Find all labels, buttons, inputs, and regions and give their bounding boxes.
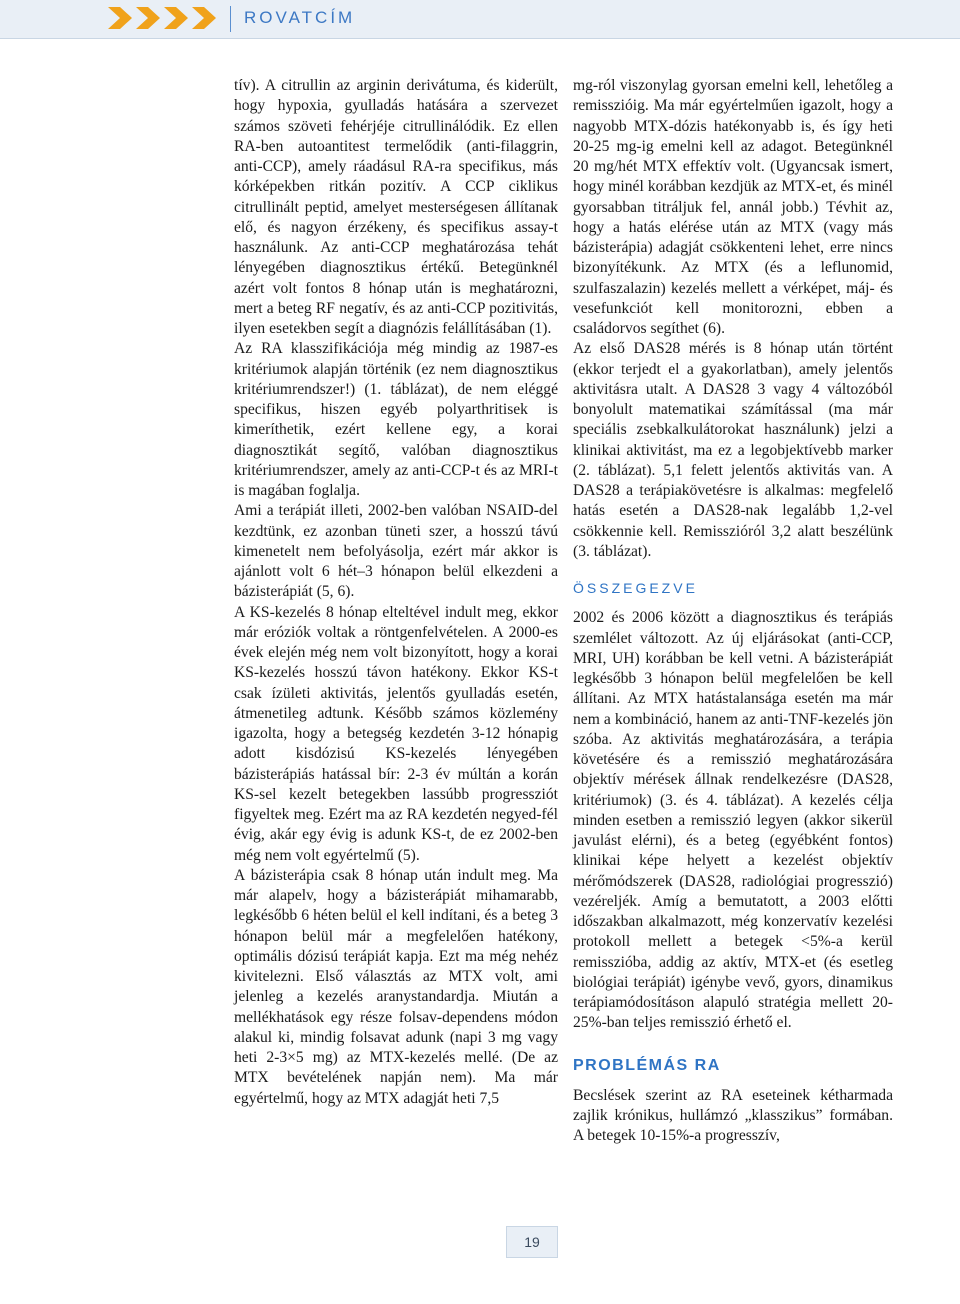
paragraph: mg-ról viszonylag gyorsan emelni kell, lehetőleg a remisszióig. Ma már egyértelműen igazolt, hogy a nagyobb MTX-dózis hatékonyabb is, és így heti 20-25 mg-ig emelni kell az adagot. Betegünknél 20 mg/hét MTX effektív volt. (Ugyancsak ismert, hogy minél korábban kezdjük az MTX-et, és minél gyorsabban titráljuk fel, annál jobb.) Tévhit az, hogy a hatás elérése után az MTX (vagy más bázisterápia) adagját csökkenteni lehet, erre nincs bizonyítékunk. Az MTX (és a leflunomid, szulfaszalazin) kezelés mellett a vérképet, máj- és vesefunkciót kell monitorozni, ebben a családorvos segíthet (6). xyxy=(573,77,893,337)
left-column xyxy=(234,76,558,1109)
paragraph: Ami a terápiát illeti, 2002-ben valóban NSAID-del kezdtünk, ez azonban tüneti szer, a hosszú távú kimenetelt nem befolyásolja, ezért már akkor is ajánlott volt 6 hét–3 hónapon belül elkezdeni a bázisterápiát (5, 6). xyxy=(234,502,558,601)
paragraph: A KS-kezelés 8 hónap elteltével indult meg, ekkor már eróziók voltak a röntgenfelvételen. A 2000-es évek elején még nem volt bizonyított, hogy a korai KS-kezelés hosszú távon hatékony. Ekkor KS-t csak ízületi aktivitás, jelentős gyulladás esetén, átmenetileg adtunk. Később számos közlemény igazolta, hogy a betegség kezdetén 3-12 hónapig adott kisdózisú KS-kezelés lényegében bázisterápiás hatással bír: 2-3 év múltán a korán KS-sel kezelt betegekben lassúbb progressziót figyeltek meg. Ezért ma az RA kezdetén negyed-fél évig, akár egy évig is adunk KS-t, de ez 2002-ben még nem volt egyértelmű (5). xyxy=(234,603,558,864)
paragraph: Az RA klasszifikációja még mindig az 1987-es kritériumok alapján történik (ez nem diagnosztikus kritériumrendszer!) (1. táblázat), de nem eléggé specifikus, hiszen egyéb polyarthritisek is kimeríthetik, ezért kellene egy, a korai diagnosztikát segítő, valóban diagnosztikus kritériumrendszer, amely az anti-CCP-t és az MRI-t is magában foglalja. xyxy=(234,340,558,499)
right-column xyxy=(573,76,893,1147)
header-divider xyxy=(230,6,231,32)
page-number: 19 xyxy=(506,1226,558,1258)
paragraph: Az első DAS28 mérés is 8 hónap után történt (ekkor terjedt el a gyakorlatban), amely jelentős aktivitásra utalt. A DAS28 3 vagy 4 változóból bonyolult matematikai számítással (ma már speciális zsebkalkulátorokat használunk) jelzi a klinikai aktivitást, ma ez a legobjektívebb marker (2. táblázat). 5,1 felett jelentős aktivitás van. A DAS28 a terápiakövetésre is alkalmas: megfelelő hatás esetén a DAS28-nak legalább 1,2-vel csökkennie kell. Remisszióról 3,2 alatt beszélünk (3. táblázat). xyxy=(573,340,893,560)
paragraph: A bázisterápia csak 8 hónap után indult meg. Ma már alapelv, hogy a bázisterápiát mihamarabb, legkésőbb 6 héten belül el kell indítani, és a beteg 3 hónapon belül már a megfelelően hatékony, optimális dózisú terápiát kapja. Ezt ma még nehéz kivitelezni. Első választás az MTX volt, ami jelenleg a kezelés aranystandardja. Miután a mellékhatások egy része folsav-dependens módon alakul ki, mindig folsavat adunk (napi 3 mg vagy heti 2-3×5 mg) az MTX-kezelés mellé. (De az MTX bevételének napján nem). Ma már egyértelmű, hogy az MTX adagját heti 7,5 xyxy=(234,866,558,1107)
paragraph: Becslések szerint az RA eseteinek kétharmada zajlik krónikus, hullámzó „klasszikus” formában. A betegek 10-15%-a progresszív, xyxy=(573,1086,893,1145)
section-heading-osszegezve: ÖSSZEGEZVE xyxy=(573,580,698,596)
section-label: ROVATCÍM xyxy=(244,8,356,27)
page-header xyxy=(0,0,960,39)
paragraph: 2002 és 2006 között a diagnosztikus és terápiás szemlélet változott. Az új eljárásokat (anti-CCP, MRI, UH) korábban be kell vetni. A bázisterápiát legkésőbb 3 hónapon belül megfelelően be kell állítani. Az MTX hatástalansága esetén ma már nem a kombináció, hanem az anti-TNF-kezelés jön szóba. Az aktivitás meghatározására, a terápia követésére és a remisszió meghatározására objektív mérések állnak rendelkezésre (DAS28, kritériumok) (3. és 4. táblázat). A kezelés célja minden esetben a remisszió legyen (akkor sikerül javulást elérni), és a beteg (egyébként fontos) klinikai képe helyett a kezelést objektív mérőmódszerek (DAS28, radiológiai progresszió) vezéreljék. Amíg a bemutatott, a 2003 előtti időszakban alkalmazott, még konzervatív kezelési protokoll mellett a betegek <5%-a kerül remisszióba, addig az aktív, MTX-et (és esetleg biológiai terápiát) igénybe vevő, gyors, dinamikus terápiamódosításon alapuló stratégia mellett 20-25%-ban teljes remisszió érhető el. xyxy=(573,609,893,1032)
paragraph: tív). A citrullin az arginin derivátuma, és kiderült, hogy hypoxia, gyulladás hatására a szervezet számos szöveti fehérjéje citrullinálódik. Ez ellen RA-ben autoantitest termelődik (anti-filaggrin, anti-CCP), amely ráadásul RA-ra specifikus, más kórképekben ritkán pozitív. A CCP ciklikus citrullinált peptid, amelyet mesterségesen állítanak elő, és nagyon érzékeny, és specifikus assay-t használunk. Az anti-CCP meghatározása tehát lényegében diagnosztikus értékű. Betegünknél azért volt fontos 8 hónap után is meghatározni, mert a beteg RF negatív, és az anti-CCP pozitivitás, ilyen esetekben segít a diagnózis felállításában (1). xyxy=(234,77,558,337)
section-heading-problemas-ra: PROBLÉMÁS RA xyxy=(573,1056,721,1074)
chevron-arrows-icon xyxy=(108,5,218,31)
